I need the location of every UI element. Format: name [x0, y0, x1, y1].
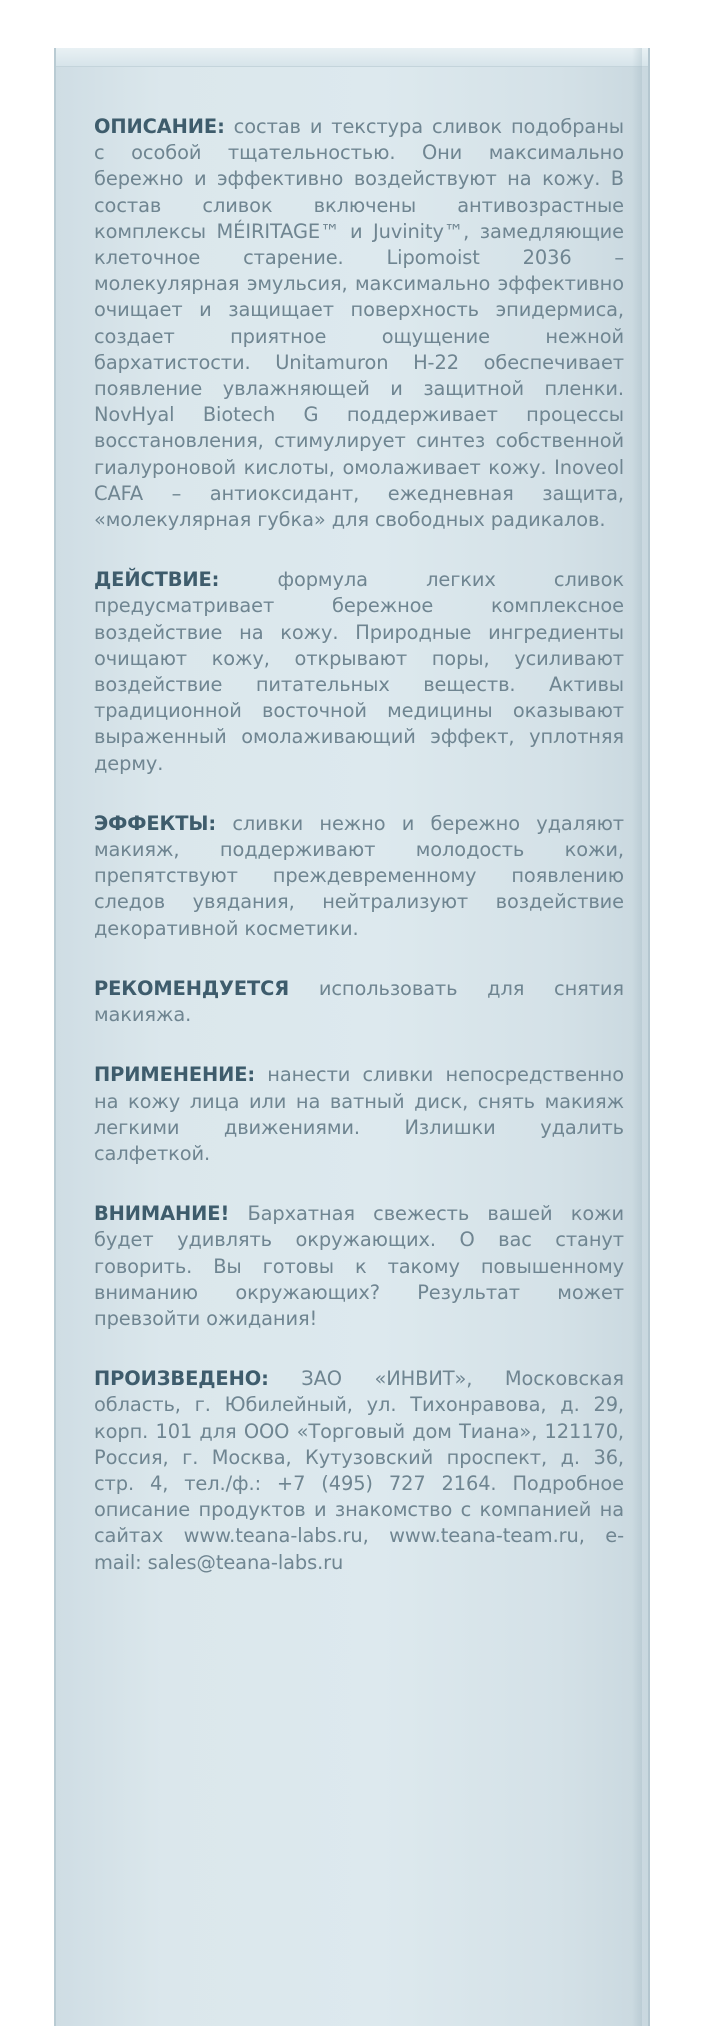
description-heading: ОПИСАНИЕ:	[94, 115, 225, 138]
attention-heading: ВНИМАНИЕ!	[94, 1202, 230, 1226]
box-fold-shade	[632, 48, 642, 2026]
recommended-paragraph	[94, 976, 624, 1028]
manufacturer-body: ЗАО «ИНВИТ», Московская область, г. Юбилейный, ул. Тихонравова, д. 29, корп. 101 для ООО «Торговый дом Тиана», 121170, Россия, г. Москва, Кутузовский проспект, д. 36, стр. 4, тел./ф.: +7 (495) 727 2164. Подробное описание продуктов и знакомство с компанией на сайтах www.teana-labs.ru, www.teana-team.ru, e-mail: sales@teana-labs.ru	[94, 1367, 624, 1574]
application-paragraph	[94, 1062, 624, 1167]
action-heading: ДЕЙСТВИЕ:	[94, 568, 220, 592]
description-body: состав и текстура сливок подобраны с особой тщательностью. Они максимально бережно и эффективно воздействуют на кожу. В состав сливок включены антивозрастные комплексы MÉIRITAGE™ и Juvinity™, замедляющие клеточное старение. Lipomoist 2036 – молекулярная эмульсия, максимально эффективно очищает и защищает поверхность эпидермиса, создает приятное ощущение нежной бархатистости. Unitamuron H-22 обеспечивает появление увлажняющей и защитной пленки. NovHyal Biotech G поддерживает процессы восстановления, стимулирует синтез собственной гиалуроновой кислоты, омолаживает кожу. Inoveol CAFA – антиоксидант, ежедневная защита, «молекулярная губка» для свободных радикалов.	[94, 115, 624, 532]
attention-paragraph	[94, 1201, 624, 1332]
action-paragraph	[94, 567, 624, 777]
manufacturer-paragraph	[94, 1366, 624, 1576]
effects-paragraph	[94, 811, 624, 942]
label-text-column	[94, 114, 624, 1610]
manufacturer-heading: ПРОИЗВЕДЕНО:	[94, 1367, 269, 1391]
description-paragraph	[94, 114, 624, 533]
recommended-heading: РЕКОМЕНДУЕТСЯ	[94, 976, 290, 1000]
effects-body: сливки нежно и бережно удаляют макияж, поддерживают молодость кожи, препятствуют преждевременному появлению следов увядания, нейтрализуют воздействие декоративной косметики.	[94, 811, 624, 940]
product-box-side	[54, 48, 650, 2026]
application-body: нанести сливки непосредственно на кожу лица или на ватный диск, снять макияж легкими движениями. Излишки удалить салфеткой.	[94, 1063, 624, 1165]
recommended-body: использовать для снятия макияжа.	[94, 976, 624, 1027]
action-body: формула легких сливок предусматривает бережное комплексное воздействие на кожу. Природные ингредиенты очищают кожу, открывают поры, усиливают воздействие питательных веществ. Активы традиционной восточной медицины оказывают выраженный омолаживающий эффект, уплотняя дерму.	[94, 568, 624, 775]
effects-heading: ЭФФЕКТЫ:	[94, 811, 217, 835]
attention-body: Бархатная свежесть вашей кожи будет удивлять окружающих. О вас станут говорить. Вы готовы к такому повышенному вниманию окружающих? Результат может превзойти ожидания!	[94, 1202, 624, 1330]
application-heading: ПРИМЕНЕНИЕ:	[94, 1063, 256, 1087]
box-top-flap	[56, 48, 648, 67]
